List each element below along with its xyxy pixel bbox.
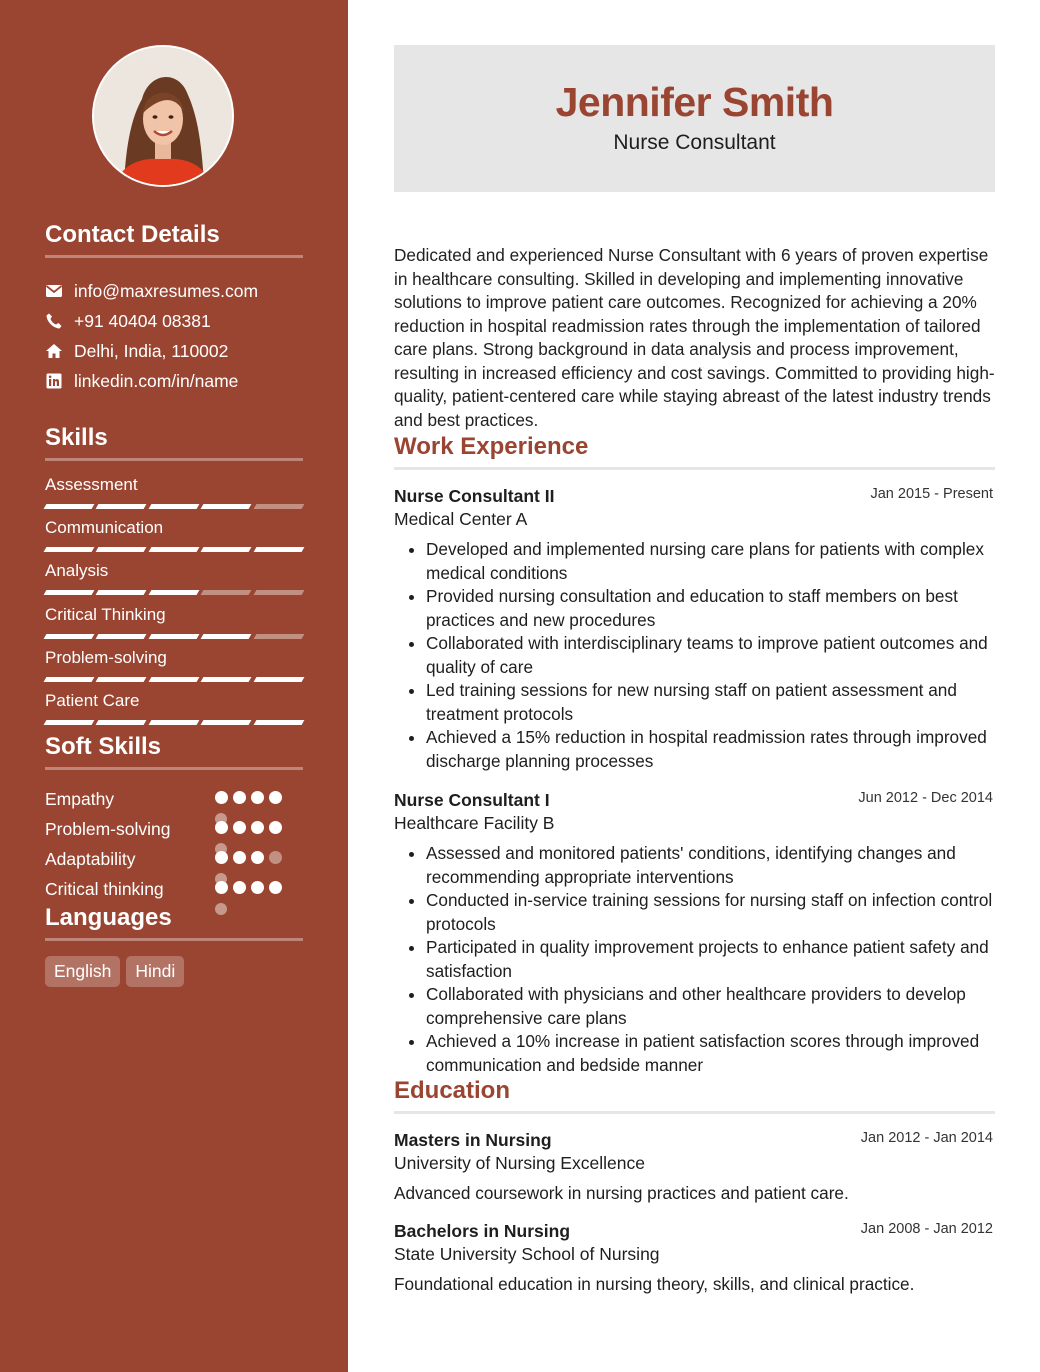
list-item: • Developed and implemented nursing care plans for patients with complex medical conditions — [426, 538, 995, 585]
skill-level-bars — [45, 677, 303, 682]
skill-bar-empty — [253, 634, 304, 639]
skill-bar-filled — [96, 634, 147, 639]
rating-dot-filled — [251, 821, 264, 834]
contact-heading: Contact Details — [45, 221, 303, 258]
rating-dot-filled — [215, 791, 228, 804]
skill-bar-filled — [44, 634, 95, 639]
languages-heading: Languages — [45, 904, 303, 941]
skill-item — [45, 517, 303, 560]
list-item: • Assessed and monitored patients' conditions, identifying changes and recommending appropriate interventions — [426, 842, 995, 889]
soft-skill-name: Critical thinking — [45, 878, 164, 899]
skill-bar-filled — [148, 504, 199, 509]
skill-bar-filled — [148, 720, 199, 725]
decorative-dot — [215, 873, 227, 885]
rating-dot-filled — [251, 881, 264, 894]
skills-list — [45, 474, 303, 733]
skill-bar-filled — [96, 590, 147, 595]
skill-name: Critical Thinking — [45, 604, 166, 624]
work-experience-heading: Work Experience — [394, 433, 995, 470]
rating-dot-filled — [233, 851, 246, 864]
skill-bar-filled — [44, 590, 95, 595]
job-entry — [394, 788, 995, 1077]
skill-item — [45, 604, 303, 647]
linkedin-icon — [45, 372, 63, 390]
name-header — [394, 45, 995, 192]
skill-bar-filled — [201, 720, 252, 725]
profile-summary: Dedicated and experienced Nurse Consultant with 6 years of proven expertise in healthcare consulting. Skilled in developing and implementing innovative solutions to improve patient care outcomes. Recognized for achieving a 20% reduction in hospital readmission rates through the implementation of tailored care plans. Strong background in data analysis and process improvement, resulting in increased efficiency and cost savings. Committed to providing high-quality, patient-centered care while staying abreast of the latest industry trends and best practices. — [394, 245, 995, 430]
skill-bar-filled — [148, 677, 199, 682]
job-title: Nurse Consultant II — [394, 486, 555, 506]
list-item: • Collaborated with interdisciplinary teams to improve patient outcomes and quality of care — [426, 632, 995, 679]
soft-skill-item — [45, 844, 305, 874]
contact-address — [45, 336, 315, 366]
soft-skill-name: Adaptability — [45, 848, 136, 869]
skill-bar-filled — [44, 677, 95, 682]
skill-bar-filled — [253, 677, 304, 682]
skill-name: Assessment — [45, 475, 138, 494]
rating-dot-filled — [269, 791, 282, 804]
skill-item — [45, 690, 303, 733]
skill-name: Patient Care — [45, 690, 140, 710]
list-item: • Led training sessions for new nursing staff on patient assessment and treatment protocols — [426, 679, 995, 726]
home-icon — [45, 342, 63, 360]
job-dates: Jan 2015 - Present — [870, 486, 993, 502]
education-dates: Jan 2012 - Jan 2014 — [860, 1130, 993, 1146]
rating-dot-empty — [269, 851, 282, 864]
soft-skills-list — [45, 784, 305, 904]
contact-email[interactable] — [45, 276, 315, 306]
decorative-dot — [215, 813, 227, 825]
rating-dot-filled — [269, 821, 282, 834]
list-item: • Conducted in-service training sessions for nursing staff on infection control protocols — [426, 889, 995, 936]
skill-bar-filled — [44, 720, 95, 725]
skill-level-bars — [45, 547, 303, 552]
phone-icon — [45, 312, 63, 330]
list-item: • Collaborated with physicians and other healthcare providers to develop comprehensive care plans — [426, 983, 995, 1030]
soft-skill-rating — [215, 791, 282, 804]
skill-bar-empty — [201, 590, 252, 595]
soft-skill-item — [45, 814, 305, 844]
skill-bar-filled — [201, 547, 252, 552]
skill-level-bars — [45, 504, 303, 509]
profile-photo-illustration — [94, 47, 232, 185]
skill-bar-filled — [44, 547, 95, 552]
skills-heading: Skills — [45, 424, 303, 461]
email-icon — [45, 282, 63, 300]
skill-item — [45, 474, 303, 517]
school-name: State University School of Nursing — [394, 1244, 660, 1264]
contact-email-text: info@maxresumes.com — [74, 280, 259, 301]
skill-name: Problem-solving — [45, 647, 167, 667]
contact-phone[interactable] — [45, 306, 315, 336]
degree-title: Masters in Nursing — [394, 1130, 552, 1150]
degree-title: Bachelors in Nursing — [394, 1221, 571, 1241]
rating-dot-filled — [233, 791, 246, 804]
skill-level-bars — [45, 590, 303, 595]
rating-dot-filled — [251, 791, 264, 804]
skill-bar-filled — [201, 677, 252, 682]
rating-dot-filled — [251, 851, 264, 864]
skill-bar-empty — [253, 590, 304, 595]
skill-bar-filled — [201, 504, 252, 509]
skill-bar-filled — [96, 547, 147, 552]
education-heading: Education — [394, 1077, 995, 1114]
skill-bar-filled — [44, 504, 95, 509]
soft-skill-item — [45, 784, 305, 814]
soft-skill-item — [45, 874, 305, 904]
rating-dot-filled — [233, 881, 246, 894]
job-dates: Jun 2012 - Dec 2014 — [858, 790, 993, 806]
contact-linkedin-text: linkedin.com/in/name — [74, 370, 239, 391]
job-bullets — [394, 842, 995, 1077]
skill-bar-empty — [253, 504, 304, 509]
skill-bar-filled — [96, 677, 147, 682]
language-tag: Hindi — [126, 956, 184, 987]
education-dates: Jan 2008 - Jan 2012 — [860, 1221, 993, 1237]
sidebar — [0, 0, 348, 1372]
profile-photo — [92, 45, 234, 187]
skill-bar-filled — [148, 634, 199, 639]
list-item: • Achieved a 10% increase in patient satisfaction scores through improved communication and bedside manner — [426, 1030, 995, 1077]
soft-skill-name: Empathy — [45, 788, 115, 809]
education-entry — [394, 1128, 995, 1205]
job-bullets — [394, 538, 995, 773]
job-organization: Medical Center A — [394, 509, 528, 529]
list-item: • Provided nursing consultation and education to staff members on best practices and new procedures — [426, 585, 995, 632]
skill-item — [45, 647, 303, 690]
skill-bar-filled — [201, 634, 252, 639]
job-organization: Healthcare Facility B — [394, 813, 555, 833]
job-entry — [394, 484, 995, 773]
rating-dot-filled — [233, 821, 246, 834]
contact-linkedin[interactable] — [45, 366, 315, 396]
soft-skill-name: Problem-solving — [45, 818, 171, 839]
skill-level-bars — [45, 720, 303, 725]
list-item: • Participated in quality improvement projects to enhance patient safety and satisfaction — [426, 936, 995, 983]
skill-level-bars — [45, 634, 303, 639]
candidate-title: Nurse Consultant — [613, 131, 776, 154]
skill-bar-filled — [148, 590, 199, 595]
education-description: Foundational education in nursing theory, skills, and clinical practice. — [394, 1274, 915, 1294]
skill-bar-filled — [96, 720, 147, 725]
education-entry — [394, 1219, 995, 1296]
contact-list — [45, 276, 315, 396]
skill-name: Communication — [45, 518, 164, 538]
skill-bar-filled — [148, 547, 199, 552]
education-description: Advanced coursework in nursing practices and patient care. — [394, 1183, 849, 1203]
skill-name: Analysis — [45, 561, 109, 581]
skill-bar-filled — [96, 504, 147, 509]
languages-list — [45, 956, 184, 987]
skill-bar-filled — [253, 547, 304, 552]
skill-item — [45, 560, 303, 603]
school-name: University of Nursing Excellence — [394, 1153, 645, 1173]
candidate-name: Jennifer Smith — [555, 79, 834, 125]
contact-phone-text: +91 40404 08381 — [74, 310, 211, 331]
rating-dot-filled — [269, 881, 282, 894]
skill-bar-filled — [253, 720, 304, 725]
job-title: Nurse Consultant I — [394, 790, 550, 810]
language-tag: English — [45, 956, 120, 987]
list-item: • Achieved a 15% reduction in hospital readmission rates through improved discharge planning processes — [426, 726, 995, 773]
soft-skills-heading: Soft Skills — [45, 733, 303, 770]
contact-address-text: Delhi, India, 110002 — [74, 340, 229, 361]
decorative-dot — [215, 843, 227, 855]
